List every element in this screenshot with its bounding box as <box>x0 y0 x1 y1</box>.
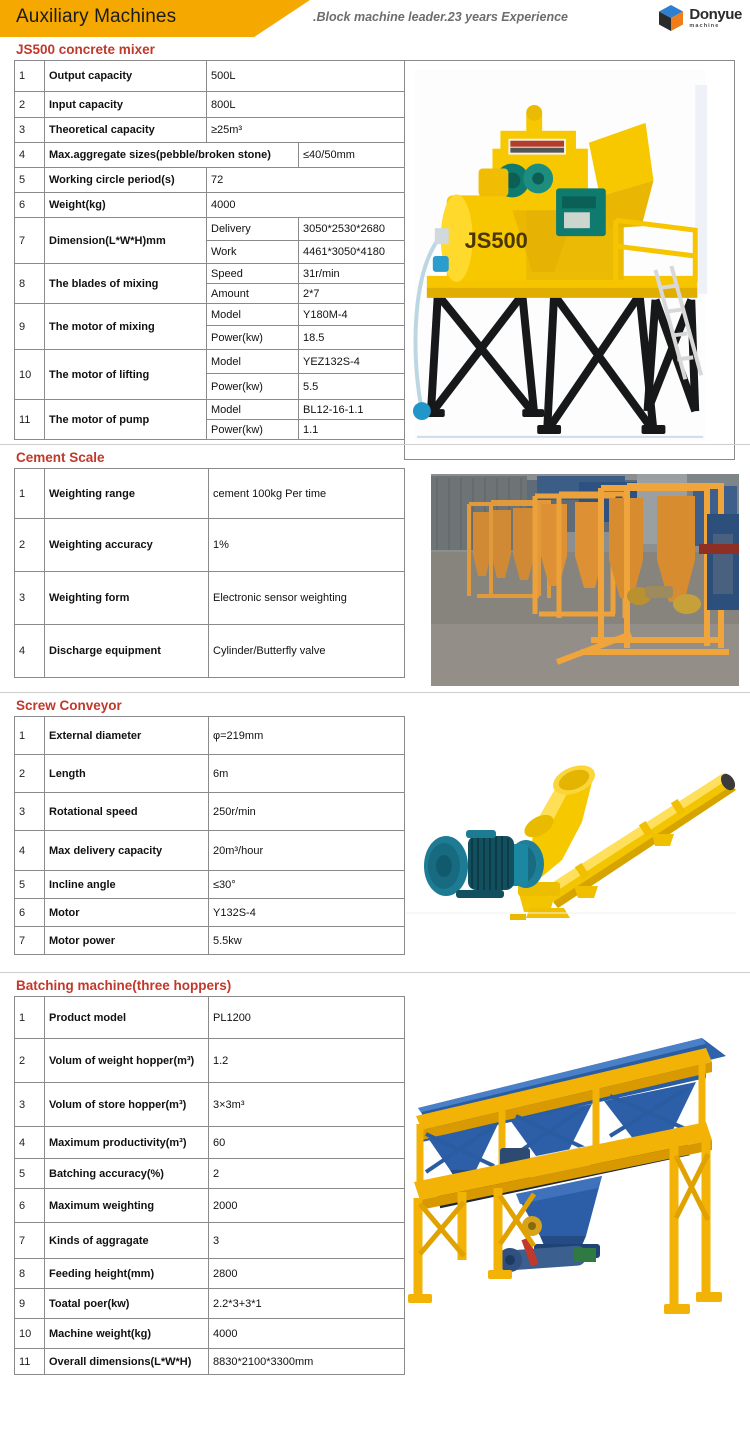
row-label: Volum of store hopper(m³) <box>45 1083 209 1127</box>
table-row <box>15 899 405 927</box>
row-value: 800L <box>207 92 405 118</box>
table-row <box>15 1289 405 1319</box>
row-value: ≤40/50mm <box>299 143 405 168</box>
row-subkey: Model <box>207 400 299 420</box>
spec-table-screw-conveyor <box>14 716 405 955</box>
row-label: External diameter <box>45 717 209 755</box>
row-index: 8 <box>15 1259 45 1289</box>
table-row <box>15 1349 405 1375</box>
row-label: Product model <box>45 997 209 1039</box>
row-index: 1 <box>15 997 45 1039</box>
section-body-batching-machine <box>0 996 750 1388</box>
screw-conveyor-photo <box>406 718 736 968</box>
row-label: Max delivery capacity <box>45 831 209 871</box>
table-row <box>15 118 405 143</box>
row-label: Theoretical capacity <box>45 118 207 143</box>
row-label: Discharge equipment <box>45 625 209 678</box>
row-value: 2800 <box>209 1259 405 1289</box>
spec-table-js500 <box>14 60 405 440</box>
cement-scale-workshop-photo <box>431 474 739 686</box>
row-value: Y180M-4 <box>299 304 405 326</box>
table-row <box>15 143 405 168</box>
row-label: Volum of weight hopper(m³) <box>45 1039 209 1083</box>
row-index: 5 <box>15 1159 45 1189</box>
row-value: 20m³/hour <box>209 831 405 871</box>
row-index: 3 <box>15 118 45 143</box>
row-value: 3 <box>209 1223 405 1259</box>
row-index: 1 <box>15 61 45 92</box>
row-value: Cylinder/Butterfly valve <box>209 625 405 678</box>
table-row <box>15 168 405 193</box>
row-value: 2000 <box>209 1189 405 1223</box>
row-index: 10 <box>15 350 45 400</box>
row-value: ≥25m³ <box>207 118 405 143</box>
row-label: Incline angle <box>45 871 209 899</box>
row-value: Y132S-4 <box>209 899 405 927</box>
section-body-cement-scale <box>0 468 750 690</box>
row-subkey: Speed <box>207 264 299 284</box>
row-subkey: Delivery <box>207 218 299 241</box>
row-label: Max.aggregate sizes(pebble/broken stone) <box>45 143 299 168</box>
row-label: Output capacity <box>45 61 207 92</box>
table-row <box>15 264 405 284</box>
table-row <box>15 350 405 374</box>
row-index: 6 <box>15 193 45 218</box>
table-row <box>15 997 405 1039</box>
row-label: The blades of mixing <box>45 264 207 304</box>
table-row <box>15 831 405 871</box>
row-value: 2.2*3+3*1 <box>209 1289 405 1319</box>
row-value: 500L <box>207 61 405 92</box>
table-row <box>15 1189 405 1223</box>
row-value: 2*7 <box>299 284 405 304</box>
row-index: 2 <box>15 1039 45 1083</box>
row-label: The motor of lifting <box>45 350 207 400</box>
row-value: cement 100kg Per time <box>209 469 405 519</box>
svg-text:JS500: JS500 <box>464 228 528 254</box>
row-value: 4000 <box>207 193 405 218</box>
row-label: Motor <box>45 899 209 927</box>
row-value: 5.5kw <box>209 927 405 955</box>
table-row <box>15 927 405 955</box>
js500-concrete-mixer-photo <box>404 60 735 460</box>
row-subkey: Power(kw) <box>207 420 299 440</box>
row-index: 1 <box>15 469 45 519</box>
row-value: 2 <box>209 1159 405 1189</box>
section-title-js500: JS500 concrete mixer <box>16 42 155 57</box>
section-batching-machine <box>0 972 750 1388</box>
row-index: 4 <box>15 143 45 168</box>
spec-table-cement-scale <box>14 468 405 678</box>
row-index: 7 <box>15 1223 45 1259</box>
spec-table-batching-machine <box>14 996 405 1375</box>
row-index: 5 <box>15 168 45 193</box>
row-label: Length <box>45 755 209 793</box>
table-row <box>15 469 405 519</box>
table-row <box>15 61 405 92</box>
row-index: 8 <box>15 264 45 304</box>
row-value: 60 <box>209 1127 405 1159</box>
row-label: The motor of mixing <box>45 304 207 350</box>
table-row <box>15 218 405 241</box>
row-label: Rotational speed <box>45 793 209 831</box>
row-label: Machine weight(kg) <box>45 1319 209 1349</box>
page-header <box>0 0 750 37</box>
row-label: Working circle period(s) <box>45 168 207 193</box>
table-row <box>15 304 405 326</box>
section-title-cement-scale: Cement Scale <box>16 450 105 465</box>
row-index: 6 <box>15 1189 45 1223</box>
table-row <box>15 1159 405 1189</box>
table-row <box>15 755 405 793</box>
table-row <box>15 1259 405 1289</box>
row-index: 7 <box>15 927 45 955</box>
row-value: 1% <box>209 519 405 572</box>
row-index: 6 <box>15 899 45 927</box>
cube-icon <box>658 4 684 32</box>
row-index: 2 <box>15 519 45 572</box>
row-value: YEZ132S-4 <box>299 350 405 374</box>
header-tagline: .Block machine leader.23 years Experience <box>313 10 569 24</box>
logo-wordmark <box>689 7 742 30</box>
row-index: 9 <box>15 1289 45 1319</box>
row-value: 4461*3050*4180 <box>299 241 405 264</box>
table-row <box>15 793 405 831</box>
row-value: 5.5 <box>299 374 405 400</box>
row-subkey: Power(kw) <box>207 374 299 400</box>
row-label: Weight(kg) <box>45 193 207 218</box>
page-title: Auxiliary Machines <box>16 6 177 27</box>
row-index: 3 <box>15 572 45 625</box>
table-row <box>15 1127 405 1159</box>
table-row <box>15 1083 405 1127</box>
row-label: Motor power <box>45 927 209 955</box>
row-label: Dimension(L*W*H)mm <box>45 218 207 264</box>
row-label: Maximum weighting <box>45 1189 209 1223</box>
row-index: 3 <box>15 1083 45 1127</box>
table-row <box>15 1039 405 1083</box>
row-label: Weighting range <box>45 469 209 519</box>
row-value: ≤30° <box>209 871 405 899</box>
row-index: 7 <box>15 218 45 264</box>
row-subkey: Work <box>207 241 299 264</box>
row-value: 3050*2530*2680 <box>299 218 405 241</box>
table-row <box>15 1223 405 1259</box>
table-row <box>15 871 405 899</box>
row-index: 11 <box>15 400 45 440</box>
logo-subtitle: machine <box>689 22 720 29</box>
row-value: Electronic sensor weighting <box>209 572 405 625</box>
section-title-batching-machine: Batching machine(three hoppers) <box>16 978 232 993</box>
row-value: PL1200 <box>209 997 405 1039</box>
row-label: Batching accuracy(%) <box>45 1159 209 1189</box>
row-value: 72 <box>207 168 405 193</box>
section-body-js500 <box>0 60 750 440</box>
table-row <box>15 717 405 755</box>
row-index: 11 <box>15 1349 45 1375</box>
row-value: 31r/min <box>299 264 405 284</box>
row-index: 5 <box>15 871 45 899</box>
row-index: 1 <box>15 717 45 755</box>
row-label: Toatal poer(kw) <box>45 1289 209 1319</box>
row-index: 4 <box>15 831 45 871</box>
row-value: φ=219mm <box>209 717 405 755</box>
row-subkey: Power(kw) <box>207 326 299 350</box>
row-label: The motor of pump <box>45 400 207 440</box>
row-value: 18.5 <box>299 326 405 350</box>
row-value: 4000 <box>209 1319 405 1349</box>
row-subkey: Model <box>207 304 299 326</box>
section-body-screw-conveyor <box>0 716 750 970</box>
section-title-screw-conveyor: Screw Conveyor <box>16 698 122 713</box>
row-index: 10 <box>15 1319 45 1349</box>
row-index: 4 <box>15 1127 45 1159</box>
row-subkey: Amount <box>207 284 299 304</box>
company-logo <box>658 4 742 32</box>
table-row <box>15 625 405 678</box>
row-label: Kinds of aggragate <box>45 1223 209 1259</box>
batching-machine-photo <box>406 998 738 1388</box>
row-label: Feeding height(mm) <box>45 1259 209 1289</box>
table-row <box>15 92 405 118</box>
row-value: 1.1 <box>299 420 405 440</box>
logo-name: Donyue <box>689 5 742 23</box>
row-value: 1.2 <box>209 1039 405 1083</box>
row-index: 2 <box>15 92 45 118</box>
row-label: Overall dimensions(L*W*H) <box>45 1349 209 1375</box>
section-js500 <box>0 37 750 440</box>
section-screw-conveyor <box>0 692 750 970</box>
table-row <box>15 519 405 572</box>
section-cement-scale <box>0 444 750 690</box>
row-label: Input capacity <box>45 92 207 118</box>
row-value: 250r/min <box>209 793 405 831</box>
row-value: 6m <box>209 755 405 793</box>
table-row <box>15 400 405 420</box>
row-subkey: Model <box>207 350 299 374</box>
row-value: BL12-16-1.1 <box>299 400 405 420</box>
table-row <box>15 193 405 218</box>
row-label: Maximum productivity(m³) <box>45 1127 209 1159</box>
row-value: 8830*2100*3300mm <box>209 1349 405 1375</box>
row-index: 9 <box>15 304 45 350</box>
row-label: Weighting accuracy <box>45 519 209 572</box>
row-index: 3 <box>15 793 45 831</box>
table-row <box>15 572 405 625</box>
row-index: 4 <box>15 625 45 678</box>
row-label: Weighting form <box>45 572 209 625</box>
row-value: 3×3m³ <box>209 1083 405 1127</box>
table-row <box>15 1319 405 1349</box>
row-index: 2 <box>15 755 45 793</box>
